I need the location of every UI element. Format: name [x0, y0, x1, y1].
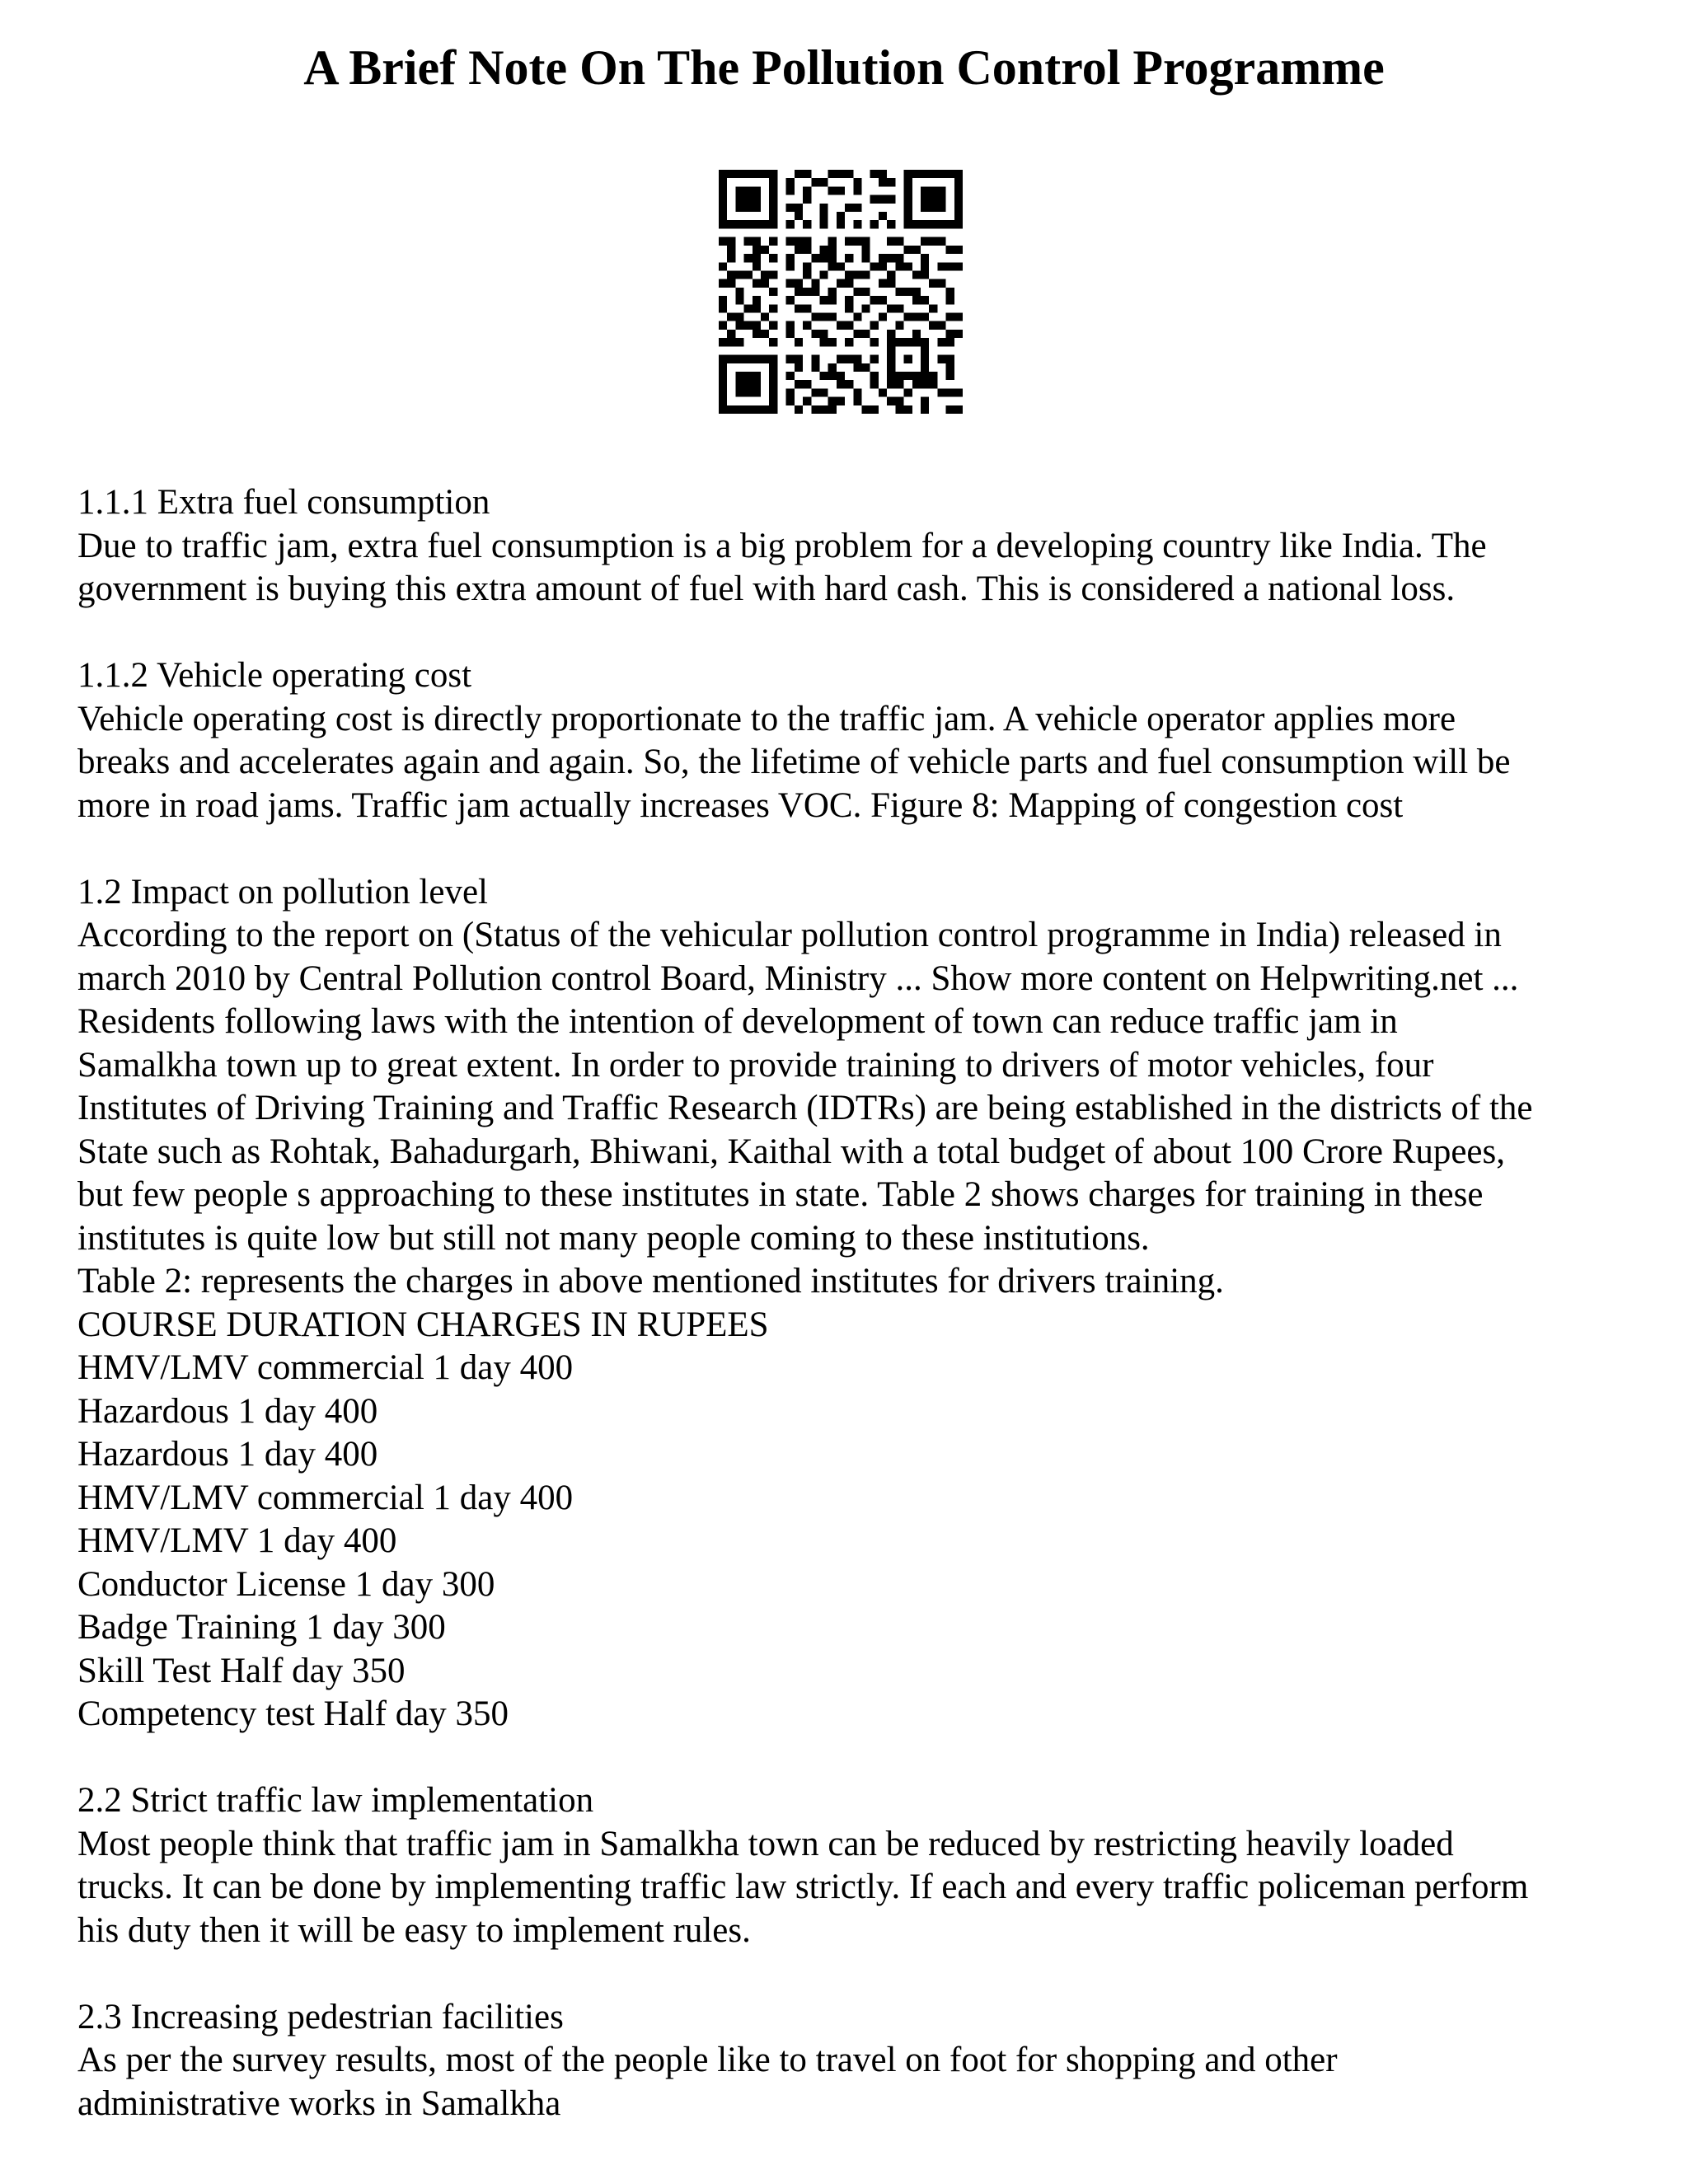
- table-caption: Table 2: represents the charges in above mentioned institutes for drivers training.: [77, 1262, 1224, 1301]
- paragraph-line: Due to traffic jam, extra fuel consumption is a big problem for a developing country like India. The: [77, 526, 1487, 565]
- paragraph-line: but few people s approaching to these institutes in state. Table 2 shows charges for training in these: [77, 1175, 1484, 1214]
- paragraph-line: administrative works in Samalkha: [77, 2083, 561, 2123]
- table-row-line: Competency test Half day 350: [77, 1694, 509, 1733]
- paragraph-line: breaks and accelerates again and again. So, the lifetime of vehicle parts and fuel consumption will be: [77, 743, 1511, 781]
- section-heading: 1.1.1 Extra fuel consumption: [77, 483, 490, 522]
- qr-code-graphic: [719, 170, 963, 414]
- paragraph-line: As per the survey results, most of the people like to travel on foot for shopping and other: [77, 2041, 1338, 2079]
- section-heading: 2.2 Strict traffic law implementation: [77, 1781, 594, 1820]
- section-heading: 1.2 Impact on pollution level: [77, 872, 488, 912]
- section-pedestrian-facilities: [77, 1996, 1643, 2126]
- paragraph-line: Institutes of Driving Training and Traffic Research (IDTRs) are being established in the districts of the: [77, 1089, 1533, 1127]
- table-row-line: HMV/LMV commercial 1 day 400: [77, 1478, 574, 1517]
- paragraph-line: According to the report on (Status of the vehicular pollution control programme in India) released in: [77, 916, 1502, 954]
- paragraph-line: State such as Rohtak, Bahadurgarh, Bhiwani, Kaithal with a total budget of about 100 Crore Rupees,: [77, 1132, 1505, 1171]
- table-row-line: Hazardous 1 day 400: [77, 1435, 378, 1474]
- section-extra-fuel-consumption: [77, 481, 1643, 612]
- table-row-line: HMV/LMV 1 day 400: [77, 1521, 397, 1560]
- document-title: A Brief Note On The Pollution Control Programme: [303, 40, 1385, 95]
- paragraph-line: Residents following laws with the intention of development of town can reduce traffic jam in: [77, 1002, 1398, 1041]
- section-strict-traffic-law: [77, 1779, 1643, 1952]
- table-row-line: Badge Training 1 day 300: [77, 1608, 446, 1647]
- section-vehicle-operating-cost: [77, 654, 1643, 827]
- section-heading: 2.3 Increasing pedestrian facilities: [77, 1997, 564, 2036]
- section-heading: 1.1.2 Vehicle operating cost: [77, 656, 472, 695]
- paragraph-line: institutes is quite low but still not many people coming to these institutions.: [77, 1218, 1150, 1258]
- paragraph-line: Most people think that traffic jam in Samalkha town can be reduced by restricting heavily loaded: [77, 1824, 1454, 1863]
- paragraph-line: his duty then it will be easy to implement rules.: [77, 1910, 751, 1950]
- paragraph-line: trucks. It can be done by implementing traffic law strictly. If each and every traffic policeman perform: [77, 1868, 1529, 1906]
- qr-code-image: [719, 170, 963, 414]
- paragraph-line: Samalkha town up to great extent. In order to provide training to drivers of motor vehicles, four: [77, 1045, 1434, 1085]
- table-row-line: Hazardous 1 day 400: [77, 1391, 378, 1431]
- paragraph-line: government is buying this extra amount of fuel with hard cash. This is considered a national loss.: [77, 569, 1456, 608]
- table-row-line: Skill Test Half day 350: [77, 1651, 406, 1690]
- paragraph-line: Vehicle operating cost is directly proportionate to the traffic jam. A vehicle operator applies more: [77, 699, 1456, 738]
- table-row-line: Conductor License 1 day 300: [77, 1564, 495, 1604]
- table-header-line: COURSE DURATION CHARGES IN RUPEES: [77, 1305, 769, 1344]
- table-row-line: HMV/LMV commercial 1 day 400: [77, 1348, 574, 1387]
- paragraph-line: more in road jams. Traffic jam actually increases VOC. Figure 8: Mapping of congestion cost: [77, 785, 1404, 825]
- section-impact-on-pollution-level: [77, 871, 1643, 1736]
- paragraph-line: march 2010 by Central Pollution control Board, Ministry ... Show more content on Helpwriting.net ...: [77, 958, 1519, 998]
- document-body: [77, 481, 1643, 2169]
